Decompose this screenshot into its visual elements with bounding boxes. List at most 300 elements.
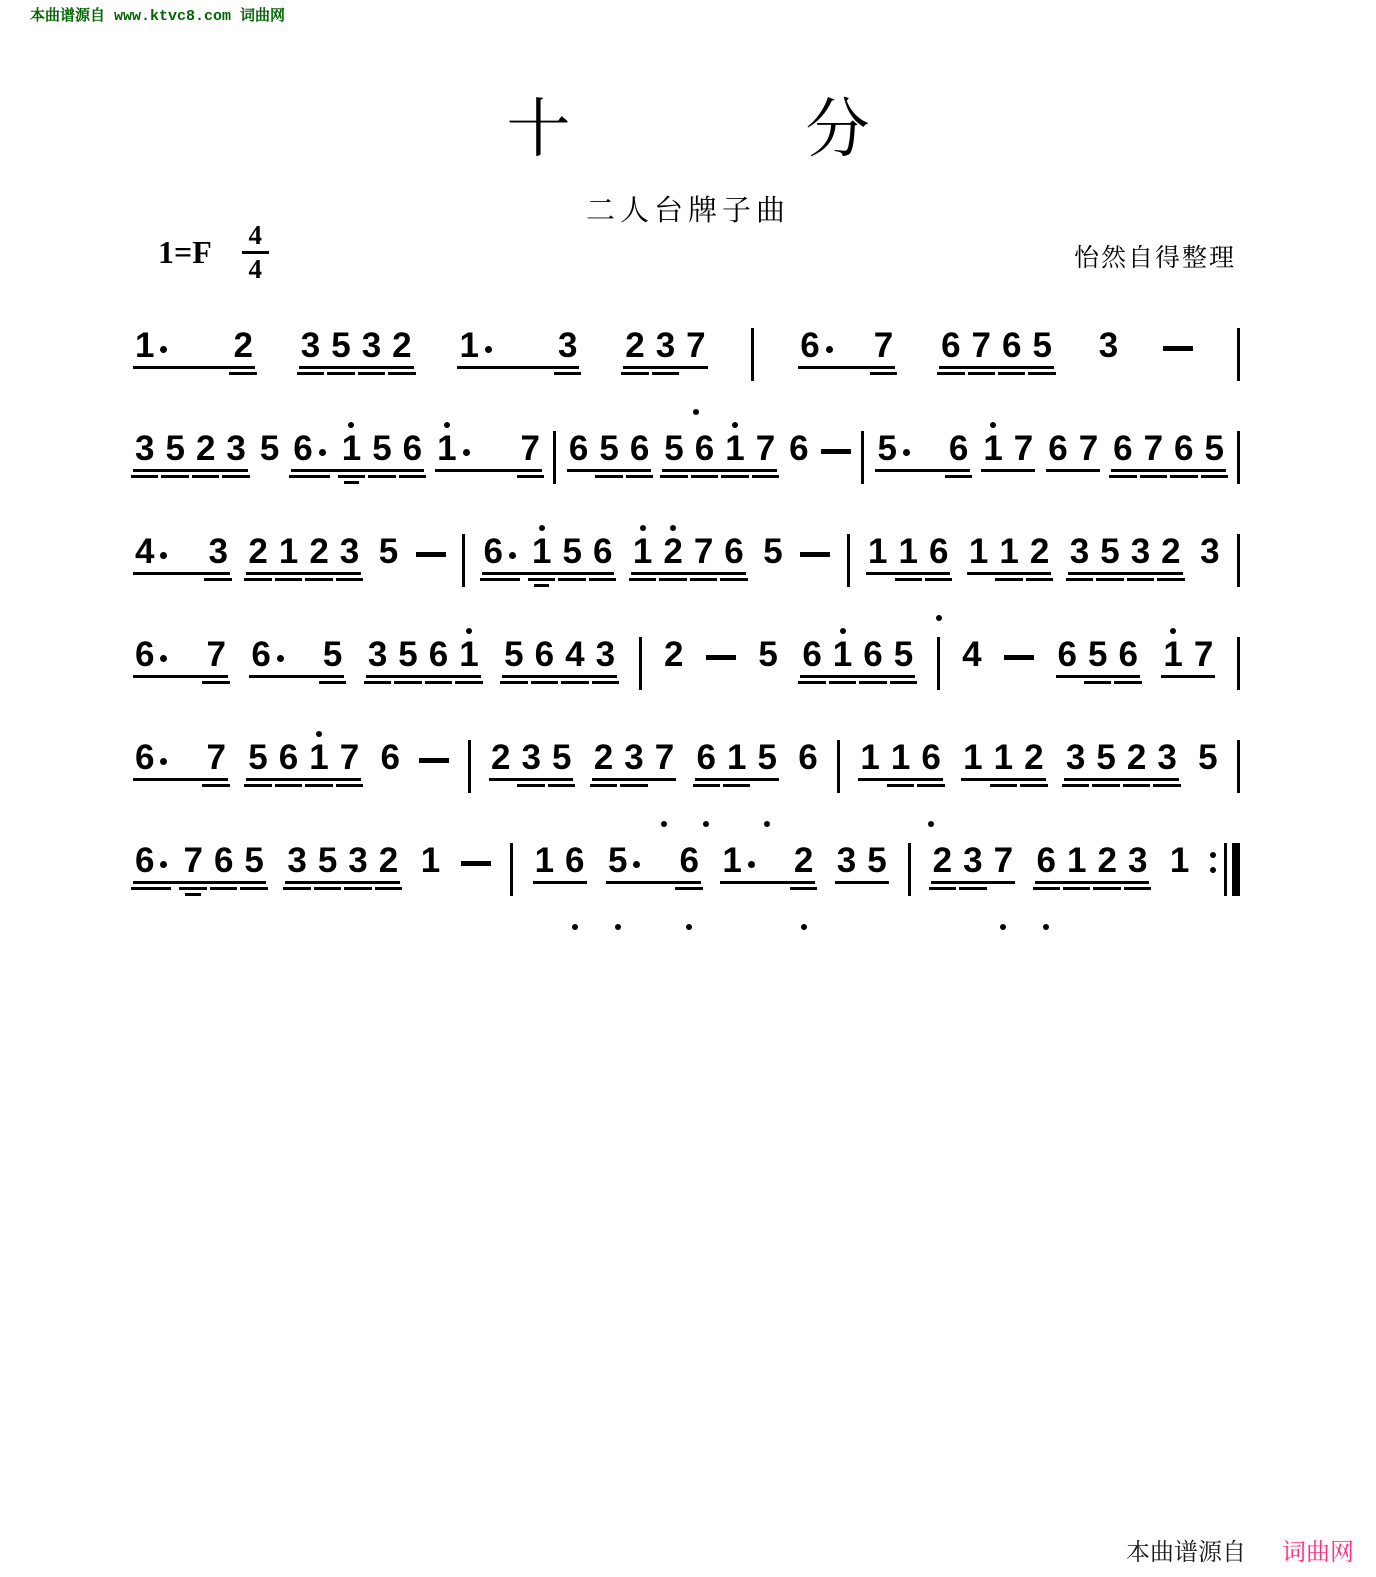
note-group bbox=[931, 841, 1015, 884]
note-number: 1 bbox=[278, 532, 299, 571]
thin-barline bbox=[1224, 843, 1227, 896]
note bbox=[248, 532, 268, 571]
note-number: 5 bbox=[248, 738, 268, 777]
note bbox=[868, 532, 888, 571]
note-number: 6 bbox=[724, 532, 744, 571]
note-number: 1 bbox=[420, 841, 441, 880]
single-note bbox=[1169, 841, 1190, 880]
note bbox=[251, 635, 283, 674]
note bbox=[725, 429, 745, 468]
note bbox=[226, 429, 246, 468]
sixteenth-beam bbox=[798, 681, 825, 684]
note-group bbox=[1111, 429, 1226, 472]
note bbox=[1130, 532, 1151, 571]
barline bbox=[1237, 328, 1240, 381]
note-number: 6 bbox=[568, 429, 589, 468]
note-number: 2 bbox=[378, 841, 399, 880]
note-number: 7 bbox=[206, 635, 226, 674]
duration-dot bbox=[903, 449, 910, 456]
octave-dot-above bbox=[539, 525, 545, 531]
key-signature bbox=[158, 222, 269, 283]
sixteenth-beam bbox=[561, 681, 588, 684]
note-number: 5 bbox=[331, 326, 351, 365]
note-number: 2 bbox=[1161, 532, 1181, 571]
note bbox=[392, 326, 412, 365]
sixteenth-beam bbox=[210, 887, 237, 890]
note-group bbox=[133, 532, 230, 575]
octave-dot-above bbox=[732, 422, 738, 428]
note-number: 3 bbox=[557, 326, 578, 365]
note-group bbox=[567, 429, 651, 472]
octave-dot-below bbox=[936, 615, 942, 621]
single-note bbox=[788, 429, 809, 468]
note-group bbox=[299, 326, 414, 369]
note-number: 3 bbox=[339, 532, 360, 571]
sixteenth-beam bbox=[1140, 475, 1167, 478]
sixteenth-beam bbox=[517, 784, 544, 787]
sixteenth-beam bbox=[517, 475, 544, 478]
note-number: 6 bbox=[1048, 429, 1068, 468]
sixteenth-beam bbox=[305, 578, 332, 581]
duration-dot bbox=[748, 861, 755, 868]
sixteenth-beam bbox=[925, 578, 952, 581]
note-number: 3 bbox=[361, 326, 382, 365]
note bbox=[694, 429, 715, 468]
note-group bbox=[133, 635, 228, 678]
note bbox=[208, 532, 228, 571]
note bbox=[278, 532, 299, 571]
note-group bbox=[246, 738, 361, 781]
note-number: 2 bbox=[1024, 738, 1044, 777]
sixteenth-beam bbox=[990, 784, 1017, 787]
note bbox=[300, 326, 321, 365]
note bbox=[625, 326, 645, 365]
sixteenth-beam bbox=[959, 887, 986, 890]
barline bbox=[847, 534, 850, 587]
sustain-dash bbox=[419, 758, 449, 763]
title-char-1: 十 bbox=[506, 94, 571, 165]
note bbox=[629, 429, 650, 468]
note-number: 3 bbox=[367, 635, 388, 674]
note-group bbox=[720, 841, 815, 884]
note bbox=[459, 326, 491, 365]
note bbox=[686, 326, 706, 365]
sixteenth-beam bbox=[202, 784, 229, 787]
sixteenth-beam bbox=[1201, 475, 1228, 478]
note-number: 6 bbox=[800, 326, 820, 365]
note bbox=[557, 326, 578, 365]
sixteenth-beam bbox=[998, 372, 1025, 375]
note bbox=[402, 429, 423, 468]
note-number: 3 bbox=[1130, 532, 1151, 571]
note bbox=[800, 326, 832, 365]
note-number: 3 bbox=[963, 841, 983, 880]
note bbox=[654, 738, 675, 777]
sixteenth-beam bbox=[305, 784, 332, 787]
note-number: 5 bbox=[551, 738, 572, 777]
note bbox=[679, 841, 699, 880]
note-number: 1 bbox=[898, 532, 918, 571]
single-note bbox=[378, 532, 399, 571]
note-number: 1 bbox=[963, 738, 983, 777]
octave-dot-above bbox=[466, 628, 472, 634]
note-number: 1 bbox=[890, 738, 911, 777]
note-group bbox=[1046, 429, 1100, 472]
sixteenth-beam bbox=[887, 784, 914, 787]
note bbox=[378, 841, 399, 880]
note-number: 6 bbox=[380, 738, 400, 777]
octave-dot-below bbox=[703, 821, 709, 827]
note-number: 3 bbox=[1200, 532, 1220, 571]
note bbox=[1065, 738, 1086, 777]
note-number: 3 bbox=[836, 841, 857, 880]
note-group bbox=[133, 326, 255, 369]
note-number: 7 bbox=[1193, 635, 1214, 674]
note bbox=[763, 532, 783, 571]
score-line bbox=[133, 738, 1240, 846]
note-group bbox=[631, 532, 746, 575]
note-group bbox=[981, 429, 1035, 472]
note bbox=[1048, 429, 1068, 468]
note-group bbox=[533, 841, 587, 884]
note-number: 6 bbox=[1118, 635, 1138, 674]
sixteenth-beam bbox=[945, 475, 972, 478]
note bbox=[568, 429, 589, 468]
note bbox=[971, 326, 991, 365]
sixteenth-beam bbox=[327, 372, 354, 375]
note-number: 7 bbox=[755, 429, 776, 468]
note bbox=[259, 429, 280, 468]
note-number: 5 bbox=[378, 532, 399, 571]
note bbox=[1100, 532, 1120, 571]
note-number: 5 bbox=[322, 635, 343, 674]
sixteenth-beam bbox=[895, 578, 922, 581]
note-number: 7 bbox=[994, 846, 1013, 876]
sixteenth-beam bbox=[244, 784, 271, 787]
note bbox=[491, 738, 511, 777]
sustain-dash bbox=[461, 861, 491, 866]
note-group bbox=[1064, 738, 1179, 781]
barline bbox=[639, 637, 642, 690]
sixteenth-beam bbox=[675, 887, 702, 890]
sixteenth-beam bbox=[358, 372, 385, 375]
note-number: 1 bbox=[868, 532, 888, 571]
note-number: 6 bbox=[534, 635, 555, 674]
note bbox=[863, 635, 883, 674]
note bbox=[278, 738, 299, 777]
note bbox=[663, 635, 684, 674]
note-number: 5 bbox=[893, 635, 914, 674]
octave-dot-above bbox=[670, 525, 676, 531]
note bbox=[962, 635, 982, 674]
note-number: 1 bbox=[459, 326, 479, 365]
note-group bbox=[1161, 635, 1215, 678]
note-number: 5 bbox=[599, 429, 619, 468]
note bbox=[1193, 635, 1214, 674]
note bbox=[595, 635, 616, 674]
note-number: 7 bbox=[183, 841, 203, 880]
octave-dot-below bbox=[686, 924, 692, 930]
note bbox=[798, 738, 818, 777]
sixteenth-beam bbox=[870, 372, 897, 375]
note bbox=[1088, 635, 1108, 674]
note-number: 1 bbox=[722, 841, 742, 880]
note-number: 6 bbox=[592, 532, 613, 571]
note bbox=[1024, 738, 1044, 777]
note bbox=[1096, 738, 1116, 777]
note-number: 7 bbox=[1013, 429, 1034, 468]
note bbox=[322, 635, 343, 674]
sixteenth-beam bbox=[629, 578, 656, 581]
note-group bbox=[866, 532, 950, 575]
note bbox=[331, 326, 351, 365]
note bbox=[1036, 841, 1056, 880]
note bbox=[993, 841, 1014, 880]
sixteenth-beam bbox=[1066, 578, 1093, 581]
end-repeat-barline bbox=[1210, 843, 1240, 896]
sixteenth-beam bbox=[1026, 578, 1053, 581]
sixteenth-beam bbox=[1096, 578, 1123, 581]
note bbox=[135, 429, 155, 468]
note bbox=[607, 841, 640, 880]
note-number: 3 bbox=[348, 841, 368, 880]
note-number: 6 bbox=[213, 841, 234, 880]
note-number: 6 bbox=[135, 841, 155, 880]
note-group bbox=[249, 635, 344, 678]
note-number: 2 bbox=[593, 738, 614, 777]
single-note bbox=[1199, 532, 1220, 571]
sixteenth-beam bbox=[528, 578, 555, 581]
sixteenth-beam bbox=[364, 681, 391, 684]
source-watermark: 本曲谱源自 www.ktvc8.com 词曲网 bbox=[30, 8, 286, 25]
note-number: 2 bbox=[233, 326, 253, 365]
note-number: 3 bbox=[1127, 841, 1148, 880]
sixteenth-beam bbox=[723, 784, 750, 787]
sixteenth-beam bbox=[859, 681, 886, 684]
barline bbox=[553, 431, 556, 484]
duration-dot bbox=[277, 655, 284, 662]
score-line bbox=[133, 532, 1240, 640]
note bbox=[521, 738, 541, 777]
sixteenth-beam bbox=[314, 887, 341, 890]
note-number: 5 bbox=[757, 743, 776, 773]
note-number: 2 bbox=[663, 635, 684, 674]
note bbox=[932, 841, 953, 880]
score-line bbox=[133, 841, 1240, 949]
sixteenth-beam bbox=[829, 681, 856, 684]
note-number: 4 bbox=[135, 532, 155, 571]
octave-dot-above bbox=[348, 422, 354, 428]
note bbox=[341, 429, 362, 468]
note bbox=[135, 532, 167, 571]
note-number: 3 bbox=[1098, 326, 1119, 365]
note bbox=[726, 738, 747, 777]
note-group bbox=[592, 738, 676, 781]
note-number: 1 bbox=[726, 738, 747, 777]
note bbox=[1002, 326, 1022, 365]
time-denominator: 4 bbox=[248, 254, 263, 284]
note bbox=[722, 841, 754, 880]
sixteenth-beam bbox=[1123, 784, 1150, 787]
barline bbox=[861, 431, 864, 484]
single-note bbox=[757, 635, 778, 674]
sustain-dash bbox=[1163, 346, 1193, 351]
sixteenth-beam bbox=[229, 372, 256, 375]
sixteenth-beam bbox=[222, 475, 249, 478]
note bbox=[948, 429, 969, 468]
sixteenth-beam bbox=[388, 372, 415, 375]
note-group bbox=[961, 738, 1045, 781]
note-number: 3 bbox=[226, 429, 246, 468]
note bbox=[206, 635, 226, 674]
note bbox=[287, 841, 307, 880]
note bbox=[968, 532, 989, 571]
note bbox=[867, 841, 887, 880]
note-number: 7 bbox=[693, 532, 714, 571]
note bbox=[165, 429, 185, 468]
note bbox=[860, 738, 880, 777]
note-number: 3 bbox=[1069, 532, 1090, 571]
thirtysecond-beam bbox=[534, 584, 549, 587]
note-number: 6 bbox=[921, 743, 940, 773]
note bbox=[244, 841, 264, 880]
note bbox=[793, 841, 814, 880]
sixteenth-beam bbox=[691, 475, 718, 478]
sustain-dash bbox=[416, 552, 446, 557]
note-group bbox=[457, 326, 579, 369]
sixteenth-beam bbox=[336, 578, 363, 581]
note-number: 6 bbox=[789, 429, 809, 468]
note-group bbox=[623, 326, 707, 369]
note-number: 6 bbox=[679, 846, 698, 876]
sixteenth-beam bbox=[202, 681, 229, 684]
note-number: 6 bbox=[402, 429, 423, 468]
barline bbox=[1237, 637, 1240, 690]
note bbox=[1157, 738, 1177, 777]
note bbox=[1067, 841, 1087, 880]
note bbox=[367, 635, 388, 674]
site-link[interactable]: 词曲网 bbox=[1282, 1540, 1354, 1566]
sixteenth-beam bbox=[394, 681, 421, 684]
note-number: 2 bbox=[1097, 841, 1117, 880]
sustain-dash bbox=[800, 552, 830, 557]
thick-barline bbox=[1232, 843, 1240, 896]
repeat-dot bbox=[1210, 867, 1216, 873]
note-number: 7 bbox=[520, 429, 541, 468]
sixteenth-beam bbox=[995, 578, 1022, 581]
note-number: 2 bbox=[663, 537, 682, 567]
note bbox=[135, 326, 167, 365]
duration-dot bbox=[160, 346, 167, 353]
note-number: 7 bbox=[686, 331, 705, 361]
note-group bbox=[662, 429, 777, 472]
note bbox=[562, 532, 582, 571]
note-group bbox=[435, 429, 542, 472]
duration-dot bbox=[826, 346, 833, 353]
note bbox=[1113, 429, 1133, 468]
time-numerator: 4 bbox=[248, 220, 263, 250]
note-number: 3 bbox=[300, 326, 321, 365]
note bbox=[183, 841, 203, 880]
note-number: 1 bbox=[309, 743, 328, 773]
note bbox=[592, 532, 613, 571]
note-number: 3 bbox=[135, 429, 155, 468]
note-number: 7 bbox=[206, 738, 226, 777]
note-number: 6 bbox=[1057, 635, 1077, 674]
sixteenth-beam bbox=[1033, 887, 1060, 890]
note-number: 5 bbox=[758, 635, 778, 674]
sixteenth-beam bbox=[595, 475, 622, 478]
duration-dot bbox=[160, 758, 167, 765]
note bbox=[135, 635, 167, 674]
note-number: 3 bbox=[287, 841, 307, 880]
note bbox=[632, 532, 653, 571]
note bbox=[233, 326, 253, 365]
note bbox=[1169, 841, 1190, 880]
duration-dot bbox=[160, 552, 167, 559]
note bbox=[293, 429, 325, 468]
note-number: 7 bbox=[655, 743, 674, 773]
sixteenth-beam bbox=[690, 578, 717, 581]
note bbox=[520, 429, 541, 468]
note-number: 3 bbox=[1157, 738, 1177, 777]
sixteenth-beam bbox=[659, 578, 686, 581]
key-text: 1=F bbox=[158, 234, 212, 270]
note-number: 5 bbox=[1198, 738, 1218, 777]
note bbox=[213, 841, 234, 880]
octave-dot-above bbox=[640, 525, 646, 531]
duration-dot bbox=[509, 552, 516, 559]
note-group bbox=[366, 635, 481, 678]
note-number: 5 bbox=[867, 841, 887, 880]
note-number: 2 bbox=[625, 326, 645, 365]
barline bbox=[908, 843, 911, 896]
note bbox=[372, 429, 392, 468]
duration-dot bbox=[160, 655, 167, 662]
sixteenth-beam bbox=[275, 578, 302, 581]
note-group bbox=[133, 738, 228, 781]
note-number: 5 bbox=[398, 635, 418, 674]
note-number: 6 bbox=[694, 429, 715, 468]
note-number: 3 bbox=[1065, 738, 1086, 777]
sixteenth-beam bbox=[693, 784, 720, 787]
note bbox=[1098, 326, 1119, 365]
note bbox=[1161, 532, 1181, 571]
note-number: 1 bbox=[999, 532, 1019, 571]
note-group bbox=[291, 429, 424, 472]
sixteenth-beam bbox=[375, 887, 402, 890]
note bbox=[928, 532, 949, 571]
note bbox=[1200, 532, 1220, 571]
note bbox=[963, 841, 983, 880]
note bbox=[873, 326, 894, 365]
note-group bbox=[967, 532, 1051, 575]
single-note bbox=[420, 841, 441, 880]
note-number: 1 bbox=[860, 738, 880, 777]
note-number: 1 bbox=[532, 537, 551, 567]
note-number: 6 bbox=[1002, 326, 1022, 365]
note bbox=[483, 532, 516, 571]
note-number: 6 bbox=[798, 738, 818, 777]
sixteenth-beam bbox=[336, 784, 363, 787]
note-number: 6 bbox=[697, 743, 716, 773]
note bbox=[963, 738, 983, 777]
single-note bbox=[259, 429, 280, 468]
octave-dot-below bbox=[615, 924, 621, 930]
single-note bbox=[762, 532, 783, 571]
note bbox=[1032, 326, 1052, 365]
note-number: 5 bbox=[372, 429, 392, 468]
